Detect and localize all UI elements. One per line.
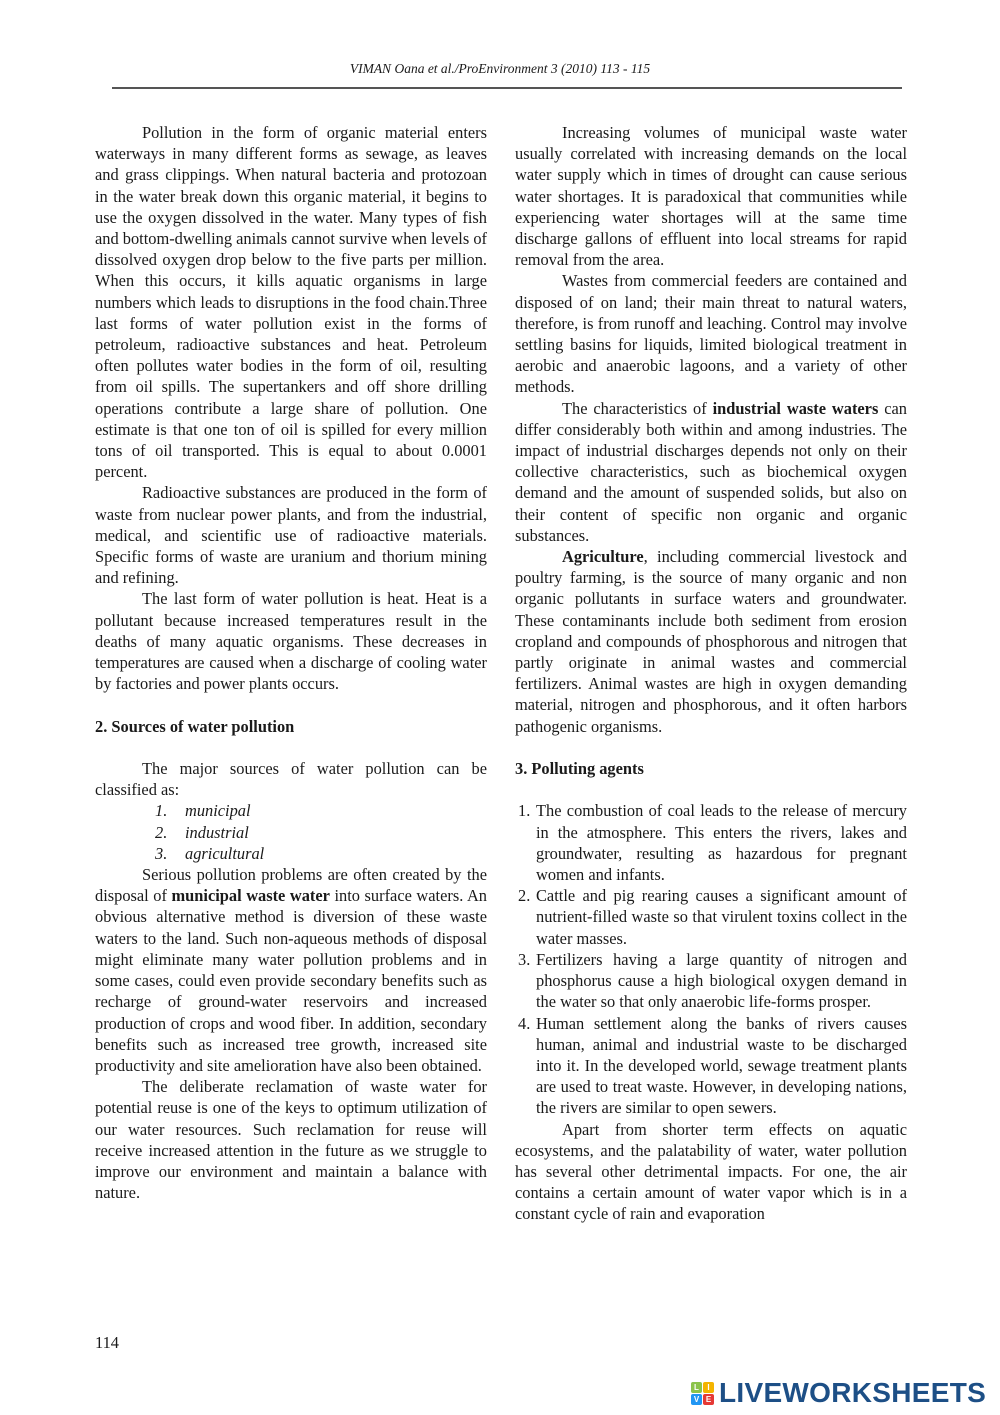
text-run: Wastes from commercial feeders are contained and disposed of on land; their main threat to natural waters, therefore, is from runoff and leaching. Control may involve settling basins for liquids, limited biological treatment in aerobic and anaerobic lagoons, and a variety of other methods. xyxy=(515,271,907,397)
list-number: 3. xyxy=(518,949,531,969)
text-run: The characteristics of xyxy=(562,398,713,418)
list-item xyxy=(515,949,907,1013)
logo-text: LIVEWORKSHEETS xyxy=(719,1377,987,1408)
paragraph xyxy=(515,398,907,546)
paragraph xyxy=(95,482,487,588)
list-text: municipal xyxy=(185,801,251,821)
text-run: into surface waters. An obvious alternative method is diversion of these waste waters to the land. Such non-aqueous methods of disposal might eliminate many water pollution problems and in some cases, could even provide secondary benefits such as recharge of ground-water reservoirs and increased production of crops and wood fiber. In addition, secondary benefits such as increased tree growth, increased site productivity and site amelioration have also been obtained. xyxy=(95,886,487,1075)
list-text: industrial xyxy=(185,822,249,842)
left-column xyxy=(95,122,487,1203)
running-header: VIMAN Oana et al./ProEnvironment 3 (2010) 113 - 115 xyxy=(349,61,651,76)
list-text: The combustion of coal leads to the release of mercury in the atmosphere. This enters the rivers, lakes and groundwater, resulting as hazardous for pregnant women and infants. xyxy=(536,801,907,885)
text-run: Apart from shorter term effects on aquatic ecosystems, and the palatability of water, water pollution has several other detrimental impacts. For one, the air contains a certain amount of water vapor which is in a constant cycle of rain and evaporation xyxy=(515,1119,907,1224)
paragraph xyxy=(95,1076,487,1203)
text-run: The major sources of water pollution can be classified as: xyxy=(95,759,487,800)
paragraph xyxy=(95,864,487,1076)
page-number: 114 xyxy=(95,1333,119,1352)
list-number: 1. xyxy=(155,801,168,821)
text-run: can differ considerably both within and among industries. The impact of industrial discharges depends not only on their collective characteristics, such as biochemical oxygen demand and the amount of suspended solids, but also on their content of specific non organic and organic substances. xyxy=(515,398,908,545)
text-run: Serious pollution problems are often created by the disposal of xyxy=(95,865,487,906)
liveworksheets-logo xyxy=(691,1377,986,1409)
logo-block: V xyxy=(691,1394,702,1405)
logo-block: I xyxy=(703,1382,714,1393)
list-number: 3. xyxy=(155,843,168,863)
list-number: 2. xyxy=(518,886,531,906)
polluting-agents-list xyxy=(515,800,907,1118)
bold-term: Agriculture xyxy=(562,547,644,567)
list-item xyxy=(95,800,487,821)
list-number: 1. xyxy=(518,801,531,821)
paragraph xyxy=(95,588,487,694)
text-run: Increasing volumes of municipal waste water usually correlated with increasing demands on the local water supply which in times of drought can cause serious water shortages. It is paradoxical that communities while experiencing water shortages will at the same time discharge gallons of effluent into local streams for rapid removal from the area. xyxy=(515,123,907,270)
logo-block: L xyxy=(691,1382,702,1393)
list-text: Cattle and pig rearing causes a significant amount of nutrient-filled waste so that virulent toxins collect in the water masses. xyxy=(536,886,907,948)
list-item xyxy=(95,822,487,843)
bold-term: municipal waste water xyxy=(171,886,330,906)
logo-block: E xyxy=(703,1394,714,1405)
text-run: Radioactive substances are produced in the form of waste from nuclear power plants, and from the industrial, medical, and scientific use of radioactive materials. Specific forms of waste are uranium and thorium mining and refining. xyxy=(95,483,487,588)
text-run: The last form of water pollution is heat. Heat is a pollutant because increased temperatures result in the deaths of many aquatic organisms. These decreases in temperatures are caused when a discharge of cooling water by factories and power plants occurs. xyxy=(95,589,487,694)
paragraph xyxy=(95,758,487,800)
text-run: , including commercial livestock and poultry farming, is the source of many organic and non organic pollutants in surface waters and groundwater. These contaminants include both sediment from erosion cropland and compounds of phosphorous and nitrogen that partly originate in animal wastes and commercial fertilizers. Animal wastes are high in oxygen demanding material, nitrogen and phosphorous, and it often harbors pathogenic organisms. xyxy=(515,547,907,736)
sources-list xyxy=(95,800,487,864)
paragraph xyxy=(515,1119,907,1225)
paragraph xyxy=(515,546,907,737)
text-run: Pollution in the form of organic material enters waterways in many different forms as sewage, as leaves and grass clippings. When natural bacteria and protozoan in the water break down this organic material, it begins to use the oxygen dissolved in the water. Many types of fish and bottom-dwelling animals cannot survive when levels of dissolved oxygen drop below to the five parts per million. When this occurs, it kills aquatic organisms in large numbers which leads to disruptions in the food chain.Three last forms of water pollution exist in the forms of petroleum, radioactive substances and heat. Petroleum often pollutes water bodies in the form of oil, resulting from oil spills. The supertankers and off shore drilling operations contribute a large share of pollution. One estimate is that one ton of oil is spilled for every million tons of oil transported. This is equal to about 0.0001 percent. xyxy=(95,123,487,482)
list-item xyxy=(515,1013,907,1119)
paragraph xyxy=(515,270,907,397)
paragraph xyxy=(515,122,907,270)
logo-blocks-icon xyxy=(691,1382,714,1405)
list-item xyxy=(515,800,907,885)
section-heading: 2. Sources of water pollution xyxy=(95,716,295,736)
list-item xyxy=(515,885,907,949)
list-text: Human settlement along the banks of rivers causes human, animal and industrial waste to be discharged into it. In the developed world, sewage treatment plants are used to treat waste. However, in developing nations, the rivers are similar to open sewers. xyxy=(536,1013,907,1118)
text-run: The deliberate reclamation of waste water for potential reuse is one of the keys to optimum utilization of our water resources. Such reclamation for reuse will receive increased attention in the future as we struggle to improve our environment and maintain a balance with nature. xyxy=(95,1077,487,1203)
section-heading: 3. Polluting agents xyxy=(515,759,644,779)
right-column xyxy=(515,122,907,1225)
list-text: Fertilizers having a large quantity of nitrogen and phosphorus cause a high biological oxygen demand in the water so that only anaerobic life-forms prosper. xyxy=(536,949,907,1012)
header-divider xyxy=(112,87,902,89)
list-number: 2. xyxy=(155,822,168,842)
list-number: 4. xyxy=(518,1013,531,1033)
list-item xyxy=(95,843,487,864)
bold-term: industrial waste waters xyxy=(712,398,879,418)
list-text: agricultural xyxy=(185,843,265,863)
paragraph xyxy=(95,122,487,482)
